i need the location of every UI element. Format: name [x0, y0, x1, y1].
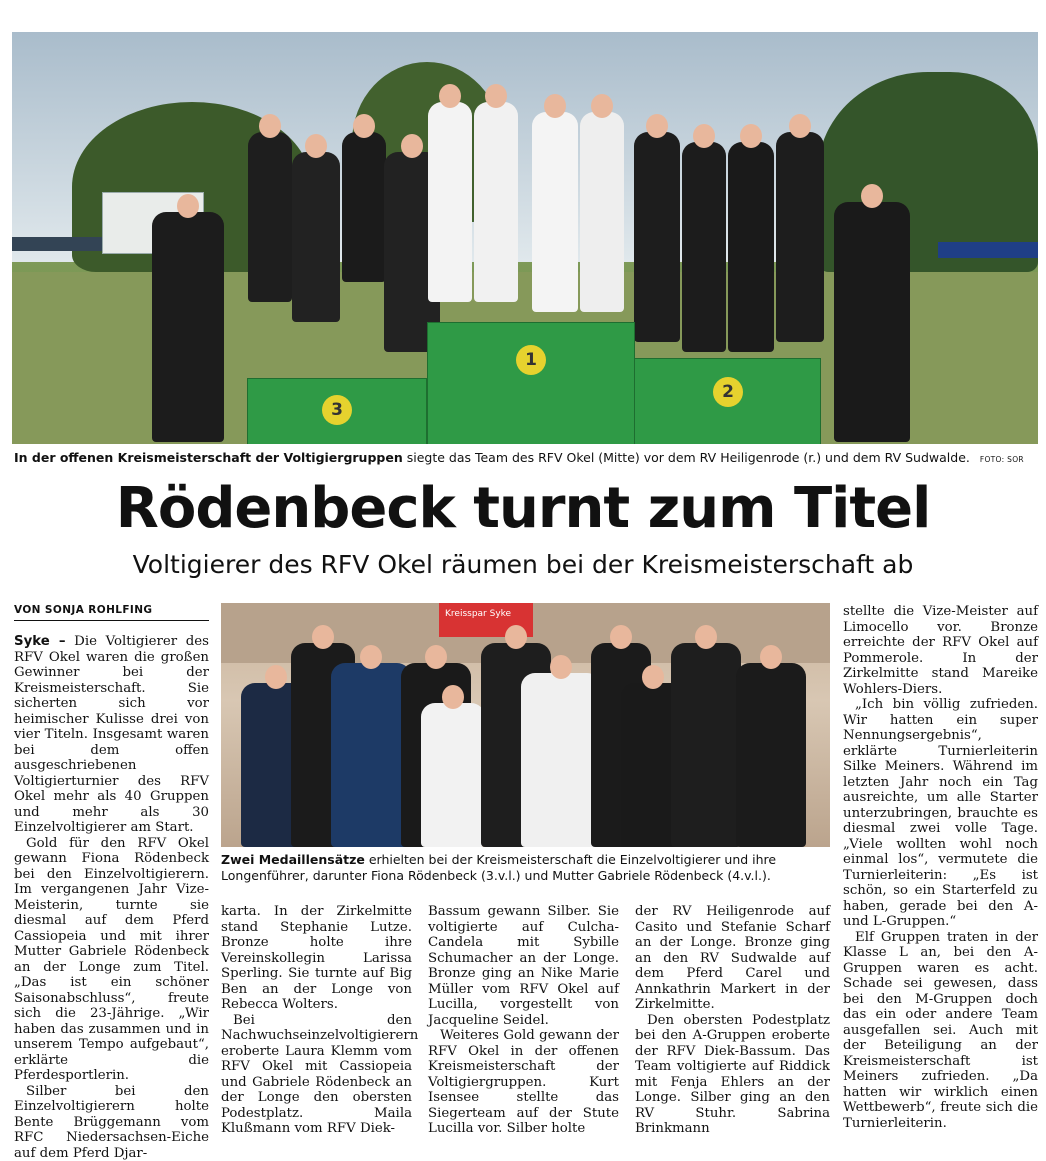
paragraph: Den obersten Podestplatz bei den A-Gruppen eroberte der RFV Diek-Bassum. Das Team voltigierte auf Riddick mit Fenja Ehlers an der Longe. Silber ging an den RV Stuhr. Sabrina Brinkmann	[635, 1013, 830, 1137]
person	[474, 102, 518, 302]
article-column-3	[428, 904, 619, 1137]
article-column-1	[14, 634, 209, 1161]
paragraph: Bassum gewann Silber. Sie voltigierte auf Culcha-Candela mit Sybille Schumacher an der Longe. Bronze ging an Nike Marie Müller vom RFV Okel auf Lucilla, vorgestellt von Jacqueline Seidel.	[428, 904, 619, 1028]
photo-banner-right	[938, 242, 1038, 258]
single-riders-photo	[221, 603, 830, 847]
paragraph	[14, 634, 209, 836]
photo-credit: FOTO: SOR	[980, 455, 1024, 464]
podium-number-2: 2	[713, 377, 743, 407]
paragraph: Silber bei den Einzelvoltigierern holte Bente Brüggemann vom RFC Niedersachsen-Eiche auf dem Pferd Djar-	[14, 1084, 209, 1161]
article-column-5	[843, 604, 1038, 1131]
paragraph: Elf Gruppen traten in der Klasse L an, bei den A-Gruppen waren es acht. Schade sei gewesen, dass bei den M-Gruppen doch das ein oder andere Team ausgefallen sei. Auch mit der Beteiligung an der Kreismeisterschaft ist Meiners zufrieden. „Da hatten wir wirklich einen Wettbewerb“, freute sich die Turnierleiterin.	[843, 930, 1038, 1132]
paragraph-text: Die Voltigierer des RFV Okel waren die großen Gewinner bei der Kreismeisterschaft. Sie sicherten sich vor heimischer Kulisse drei von vier Titeln. Insgesamt waren bei dem offen ausgeschriebenen Voltigierturnier des RFV Okel mehr als 40 Gruppen und mehr als 30 Einzelvoltigierer am Start.	[14, 634, 209, 835]
person	[728, 142, 774, 352]
top-photo-caption	[14, 450, 1040, 465]
paragraph: Bei den Nachwuchseinzelvoltigierern eroberte Laura Klemm vom RFV Okel mit Cassiopeia und Gabriele Rödenbeck an der Longe den obersten Podestplatz. Maila Klußmann vom RFV Diek-	[221, 1013, 412, 1137]
team-photo	[12, 32, 1038, 444]
paragraph: der RV Heiligenrode auf Casito und Stefanie Scharf an der Longe. Bronze ging an den RV Sudwalde auf dem Pferd Carel und Annkathrin Markert in der Zirkelmitte.	[635, 904, 830, 1013]
paragraph: karta. In der Zirkelmitte stand Stephanie Lutze. Bronze holte ihre Vereinskollegin Larissa Sperling. Sie turnte auf Big Ben an der Longe von Rebecca Wolters.	[221, 904, 412, 1013]
top-caption-text: siegte das Team des RFV Okel (Mitte) vor dem RV Heiligenrode (r.) und dem RV Sudwalde.	[407, 450, 970, 465]
podium-third	[247, 378, 427, 444]
person	[671, 643, 741, 847]
person	[292, 152, 340, 322]
person-coach-left	[152, 212, 224, 442]
mid-photo-caption	[221, 852, 830, 884]
paragraph: Weiteres Gold gewann der RFV Okel in der offenen Kreismeisterschaft der Voltigiergruppen. Kurt Isensee stellte das Siegerteam auf der Stute Lucilla vor. Silber holte	[428, 1028, 619, 1137]
podium-number-3: 3	[322, 395, 352, 425]
byline: VON SONJA ROHLFING	[14, 604, 209, 621]
paragraph: Gold für den RFV Okel gewann Fiona Rödenbeck bei den Einzelvoltigierern. Im vergangenen Jahr Vize-Meisterin, turnte sie diesmal auf dem Pferd Cassiopeia und mit ihrer Mutter Gabriele Rödenbeck an der Longe zum Titel. „Das ist ein schöner Saisonabschluss“, freute sich die 23-Jährige. „Wir haben das zusammen und in unserem Tempo aufgebaut“, erklärte die Pferdesportlerin.	[14, 836, 209, 1084]
podium-number-1: 1	[516, 345, 546, 375]
podium-second	[634, 358, 821, 444]
person	[421, 703, 485, 847]
sponsor-sign: Kreisspar Syke	[439, 603, 533, 637]
photo-banner-left	[12, 237, 102, 251]
article-headline: Rödenbeck turnt zum Titel	[0, 476, 1046, 541]
person	[428, 102, 472, 302]
paragraph: stellte die Vize-Meister auf Limocello vor. Bronze erreichte der RFV Okel auf Pommerole. In der Zirkelmitte stand Mareike Wohlers-Diers.	[843, 604, 1038, 697]
article-column-2	[221, 904, 412, 1137]
person	[634, 132, 680, 342]
person	[580, 112, 624, 312]
person	[736, 663, 806, 847]
article-subheadline: Voltigierer des RFV Okel räumen bei der Kreismeisterschaft ab	[0, 550, 1046, 579]
article-column-4	[635, 904, 830, 1137]
paragraph: „Ich bin völlig zufrieden. Wir hatten ein super Nennungsergebnis“, erklärte Turnierleiterin Silke Meiners. Während im letzten Jahr noch ein Tag ausreichte, um alle Starter unterzubringen, brauchte es diesmal zwei volle Tage. „Viele wollten wohl noch einmal los“, vermutete die Turnierleiterin: „Es ist schön, so ein Starterfeld zu haben, gerade bei den A- und L-Gruppen.“	[843, 697, 1038, 930]
person	[776, 132, 824, 342]
mid-caption-text: erhielten bei der Kreismeisterschaft die Einzelvoltigierer und ihre Longenführer, darunter Fiona Rödenbeck (3.v.l.) und Mutter Gabriele Rödenbeck (4.v.l.).	[221, 852, 776, 883]
person	[521, 673, 601, 847]
mid-caption-bold: Zwei Medaillensätze	[221, 852, 365, 867]
person	[248, 132, 292, 302]
dateline: Syke –	[14, 634, 65, 649]
top-caption-bold: In der offenen Kreismeisterschaft der Voltigiergruppen	[14, 450, 403, 465]
person-coach-right	[834, 202, 910, 442]
person	[342, 132, 386, 282]
person	[532, 112, 578, 312]
podium-first	[427, 322, 635, 444]
person	[682, 142, 726, 352]
person	[331, 663, 411, 847]
